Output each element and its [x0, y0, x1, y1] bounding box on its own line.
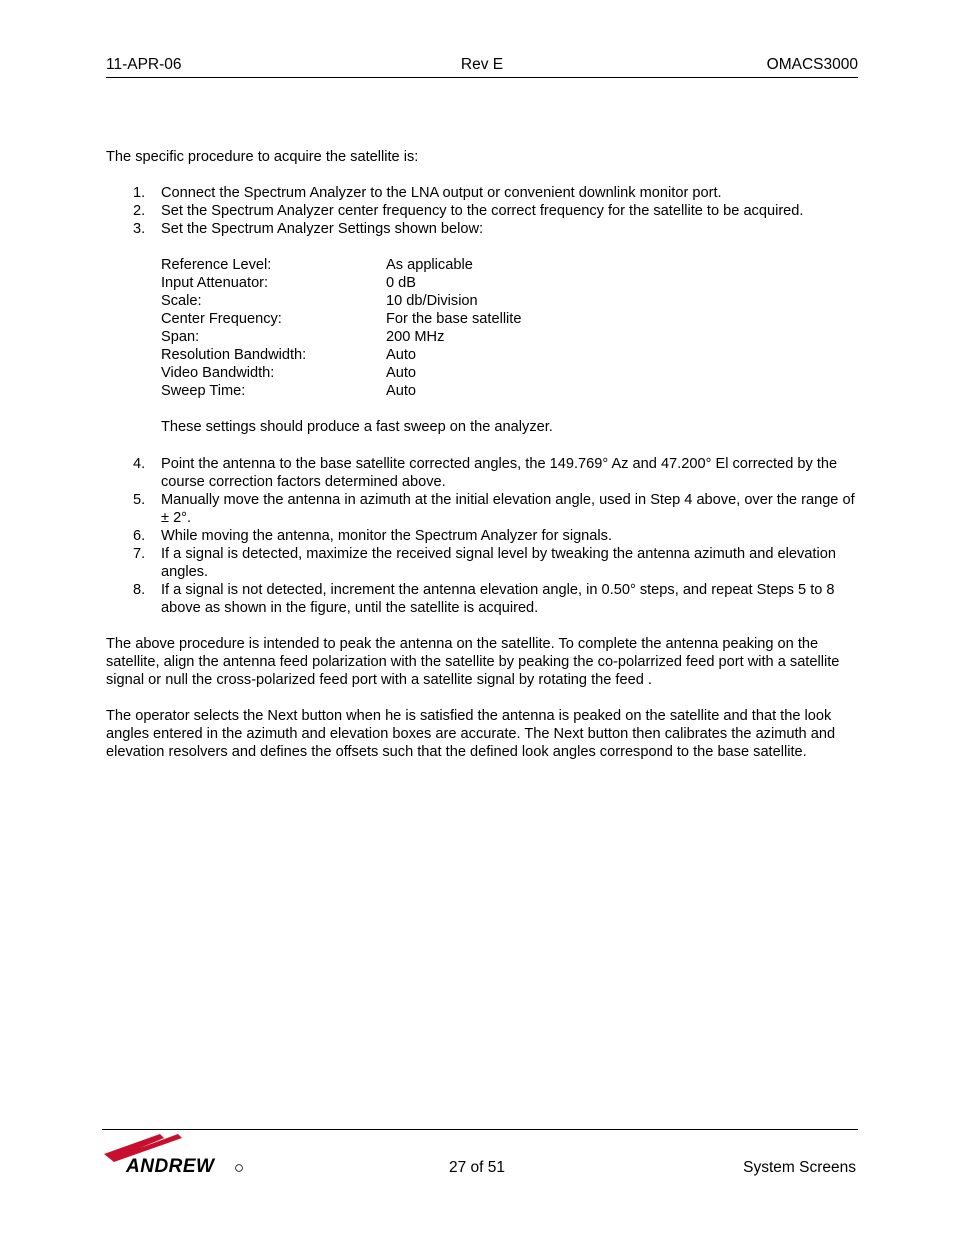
analyzer-settings-table [161, 256, 858, 400]
setting-value: 10 db/Division [386, 293, 478, 309]
step-text: Point the antenna to the base satellite corrected angles, the 149.769° Az and 47.200° El corrected by the course correction factors determined above. [161, 456, 838, 490]
settings-row [161, 328, 858, 346]
setting-label: Resolution Bandwidth: [161, 347, 307, 363]
step-text: If a signal is not detected, increment the antenna elevation angle, in 0.50° steps, and repeat Steps 5 to 8 above as shown in the figure, until the satellite is acquired. [161, 582, 835, 616]
intro-text: The specific procedure to acquire the satellite is: [106, 149, 419, 165]
procedure-step [106, 491, 858, 527]
setting-label: Reference Level: [161, 257, 272, 273]
footer-rule [102, 1129, 858, 1130]
procedure-step [106, 202, 858, 220]
setting-label: Scale: [161, 293, 202, 309]
settings-row [161, 310, 858, 328]
step-number: 2. [133, 203, 146, 219]
setting-value: Auto [386, 383, 417, 399]
header-rule [106, 77, 858, 78]
setting-label: Video Bandwidth: [161, 365, 275, 381]
page-header [106, 56, 858, 76]
section-name: System Screens [743, 1159, 856, 1176]
procedure-step [106, 184, 858, 202]
settings-note: These settings should produce a fast sweep on the analyzer. [161, 419, 553, 435]
step-number: 3. [133, 221, 146, 237]
procedure-step [106, 220, 858, 238]
step-text: Set the Spectrum Analyzer center frequency to the correct frequency for the satellite to be acquired. [161, 203, 804, 219]
header-revision: Rev E [460, 56, 504, 73]
setting-value: Auto [386, 365, 417, 381]
header-date: 11-APR-06 [106, 56, 182, 73]
setting-label: Sweep Time: [161, 383, 246, 399]
page-number: 27 of 51 [448, 1159, 506, 1176]
setting-value: 200 MHz [386, 329, 445, 345]
settings-row [161, 292, 858, 310]
step-number: 5. [133, 492, 146, 508]
step-text: Connect the Spectrum Analyzer to the LNA output or convenient downlink monitor port. [161, 185, 722, 201]
step-number: 4. [133, 456, 146, 472]
next-button-paragraph: The operator selects the Next button when he is satisfied the antenna is peaked on the satellite and that the look angles entered in the azimuth and elevation boxes are accurate. The Next button then calibrates the azimuth and elevation resolvers and defines the offsets such that the defined look angles correspond to the base satellite. [106, 708, 836, 760]
step-number: 1. [133, 185, 146, 201]
procedure-step [106, 455, 858, 491]
step-number: 6. [133, 528, 146, 544]
setting-label: Center Frequency: [161, 311, 282, 327]
setting-label: Input Attenuator: [161, 275, 269, 291]
page-body [106, 148, 858, 761]
procedure-steps-4-8 [106, 455, 858, 617]
setting-value: As applicable [386, 257, 473, 273]
logo-wordmark: ANDREW [126, 1156, 215, 1177]
procedure-step [106, 527, 858, 545]
header-document: OMACS3000 [766, 56, 858, 73]
procedure-step [106, 545, 858, 581]
setting-label: Span: [161, 329, 200, 345]
setting-value: Auto [386, 347, 417, 363]
settings-row [161, 382, 858, 400]
step-text: If a signal is detected, maximize the received signal level by tweaking the antenna azimuth and elevation angles. [161, 546, 836, 580]
peaking-paragraph: The above procedure is intended to peak the antenna on the satellite. To complete the antenna peaking on the satellite, align the antenna feed polarization with the satellite by peaking the co-polarrized feed port with a satellite signal or null the cross-polarized feed port with a satellite signal by rotating the feed . [106, 636, 840, 688]
setting-value: For the base satellite [386, 311, 522, 327]
settings-row [161, 346, 858, 364]
setting-value: 0 dB [386, 275, 417, 291]
settings-row [161, 364, 858, 382]
step-text: Set the Spectrum Analyzer Settings shown below: [161, 221, 484, 237]
step-number: 7. [133, 546, 146, 562]
step-text: Manually move the antenna in azimuth at the initial elevation angle, used in Step 4 above, over the range of ± 2°. [161, 492, 855, 526]
settings-row [161, 256, 858, 274]
step-text: While moving the antenna, monitor the Spectrum Analyzer for signals. [161, 528, 613, 544]
procedure-steps-1-3 [106, 184, 858, 238]
procedure-step [106, 581, 858, 617]
step-number: 8. [133, 582, 146, 598]
settings-row [161, 274, 858, 292]
